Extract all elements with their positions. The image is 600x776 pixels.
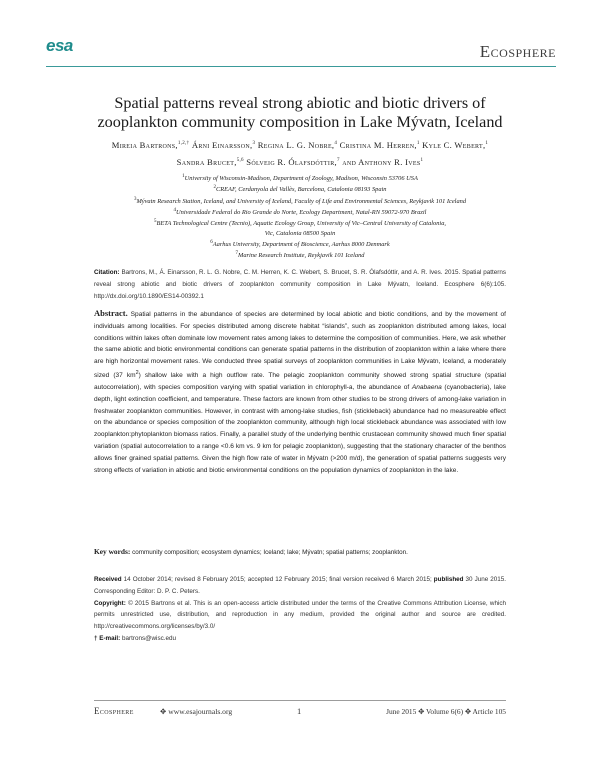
author-name: Kyle C. Webert, xyxy=(419,139,486,150)
author-sup: 1,2, xyxy=(177,141,187,146)
affiliation-list xyxy=(50,172,550,261)
affiliation xyxy=(50,183,550,194)
page-number: 1 xyxy=(297,706,302,716)
abstract-text: Spatial patterns in the abundance of species are determined by local abiotic and biotic conditions, and by the movement of individuals among localities. For species distributed among discrete habitat “islands”, such as zooplankton distributed among lakes, local conditions within lakes often dominate low movement rates among lakes to determine the composition of communities. Here, we ask whether the same abiotic and biotic environmental conditions can generate spatial patterns in the distribution of zooplankton within a lake where there are high horizontal movement rates. We conducted three spatial surveys of zooplankton communities in Lake Mývatn, Iceland, a moderately sized (37 km xyxy=(94,311,506,380)
affiliation xyxy=(50,217,550,228)
author-name: Regina L. G. Nobre, xyxy=(255,139,335,150)
affiliation-sup: 2 xyxy=(213,185,216,191)
affiliation-text: University of Wisconsin-Madison, Department of Zoology, Madison, Wisconsin 53706 USA xyxy=(184,175,418,183)
affiliation-sup: 6 xyxy=(210,239,213,245)
author-name: Cristina M. Herren, xyxy=(337,139,417,150)
author-sup: 1 xyxy=(485,141,489,146)
affiliation-text: CREAF, Cerdanyola del Vallès, Barcelona, Catalonia 08193 Spain xyxy=(215,186,387,194)
keywords-label: Key words: xyxy=(94,547,131,556)
affiliation-sup: 3 xyxy=(133,196,137,202)
affiliation-sup: 4 xyxy=(173,207,177,213)
title-line-1: Spatial patterns reveal strong abiotic and biotic drivers of xyxy=(114,94,486,112)
affiliation-text: Mývatn Research Station, Iceland, and University of Iceland, Faculty of Life and Environmental Sciences, Reykjavik 101 Iceland xyxy=(136,197,467,205)
esa-logo: esa xyxy=(46,36,73,55)
author-sup: 1 xyxy=(420,157,424,163)
affiliation xyxy=(50,195,550,206)
affiliation-text: Universidade Federal do Rio Grande do Norte, Ecology Department, Natal-RN 59072-970 Brazil xyxy=(176,209,427,217)
author-sup: 1 xyxy=(416,141,420,146)
journal-name: Ecosphere xyxy=(479,42,556,61)
author-sup: 5,6 xyxy=(236,157,244,163)
abstract-text: (cyanobacteria), lake depth, light extinction coefficient, and temperature. These factors are known from other studies to be strong drivers of among-lake variation in freshwater zooplankton communities. However, in contrast with among-lake studies, fish (stickleback) abundance had no measureable effect on the abundance or species composition of the zooplankton community, although high local stickleback abundance was associated with low zooplankton:phytoplankton biomass ratios. Finally, a parallel study of the underlying benthic crustacean community showed much finer spatial variation (spatial autocorrelation to a range <0.6 km vs. 9 km for pelagic zooplankton), suggesting that the stationary character of the benthos allows finer grained spatial patterns. Given the high flow rate of water in Mývatn (>200 m/d), the generation of spatial patterns suggests very strong effects of variation in abiotic and biotic environmental conditions on the population dynamics of zooplankton in the lake. xyxy=(94,383,506,474)
footer-url[interactable]: ✥ www.esajournals.org xyxy=(160,707,233,716)
received-label: Received xyxy=(94,576,122,583)
footer-divider xyxy=(94,700,506,701)
received-text: 14 October 2014; revised 8 February 2015; accepted 12 February 2015; final version received 6 March 2015; xyxy=(121,576,434,583)
published-text: 30 June 2015. Corresponding Editor: D. P. C. Peters. xyxy=(94,576,506,595)
affiliation-text: BETA Technological Centre (Tecnio), Aquatic Ecology Group, University of Vic–Central University of Catalonia, xyxy=(156,220,446,228)
citation-label: Citation: xyxy=(94,269,120,276)
affiliation xyxy=(50,206,550,217)
author-name: Sólveig R. Ólafsdóttir, xyxy=(243,156,337,167)
abstract-sup: 2 xyxy=(135,369,139,376)
keywords-text: community composition; ecosystem dynamics; Iceland; lake; Mývatn; spatial patterns; zooplankton. xyxy=(130,549,408,556)
affiliation-sup: 1 xyxy=(182,174,185,179)
affiliation-text: Aarhus University, Department of Bioscience, Aarhus 8000 Denmark xyxy=(212,240,390,248)
title-line-2: zooplankton community composition in Lake Mývatn, Iceland xyxy=(97,113,503,131)
author-name: Árni Einarsson, xyxy=(189,139,253,150)
affiliation xyxy=(50,229,550,238)
affiliation xyxy=(50,172,550,183)
dates-paragraph xyxy=(94,574,506,598)
author-sup: 7 xyxy=(336,157,340,163)
author-line-1 xyxy=(50,136,550,153)
copyright-label: Copyright: xyxy=(94,599,126,607)
affiliation-text: Vic, Catalonia 08500 Spain xyxy=(264,229,336,237)
page-header xyxy=(0,0,600,80)
abstract-label: Abstract. xyxy=(94,308,128,318)
publication-history xyxy=(94,574,506,645)
published-label: published xyxy=(433,576,464,583)
footer-issue: June 2015 ✥ Volume 6(6) ✥ Article 105 xyxy=(386,707,506,716)
author-list xyxy=(50,136,550,170)
affiliation xyxy=(50,249,550,260)
email-link[interactable]: bartrons@wisc.edu xyxy=(120,634,176,642)
email-paragraph xyxy=(94,633,506,645)
dagger-mark: † xyxy=(186,141,190,146)
author-name: Sandra Brucet, xyxy=(176,156,237,167)
header-divider xyxy=(46,66,556,67)
affiliation-sup: 5 xyxy=(154,219,157,225)
article-title xyxy=(60,94,540,132)
affiliation-text: Marine Research Institute, Reykjavik 101 Iceland xyxy=(238,252,365,260)
footer-journal: Ecosphere xyxy=(94,706,134,716)
author-line-2 xyxy=(50,153,550,170)
affiliation-sup: 7 xyxy=(235,251,239,257)
copyright-paragraph xyxy=(94,598,506,633)
page-footer xyxy=(0,700,600,730)
keywords-block xyxy=(94,547,506,558)
abstract-block xyxy=(94,308,506,476)
copyright-text: © 2015 Bartrons et al. This is an open-access article distributed under the terms of the Creative Commons Attribution License, which permits unrestricted use, distribution, and reproduction in any medium, provided the original author and source are credited. http://creativecommons.org/licenses/by/3.0/ xyxy=(94,599,506,631)
author-sup: 3 xyxy=(252,141,256,146)
author-name: and Anthony R. Ives xyxy=(339,156,421,167)
citation-text: Bartrons, M., Á. Einarsson, R. L. G. Nobre, C. M. Herren, K. C. Webert, S. Brucet, S. R. Ólafsdóttir, and A. R. Ives. 2015. Spatial patterns reveal strong abiotic and biotic drivers of zooplankton community composition in Lake Mývatn, Iceland. Ecosphere 6(6):105. http://dx.doi.org/10.1890/ES14-00392.1 xyxy=(94,269,506,300)
citation-block xyxy=(94,267,506,302)
author-name: Mireia Bartrons, xyxy=(111,139,178,150)
affiliation xyxy=(50,238,550,249)
abstract-text: ) shallow lake with a high outflow rate. The pelagic zooplankton community showed strong spatial structure (spatial autocorrelation), with species composition varying with spatial variation in chlorophyll-a, the abundance of xyxy=(94,372,506,391)
email-label: † E-mail: xyxy=(94,634,121,642)
author-sup: 4 xyxy=(334,141,338,146)
abstract-italic: Anabaena xyxy=(411,383,442,391)
